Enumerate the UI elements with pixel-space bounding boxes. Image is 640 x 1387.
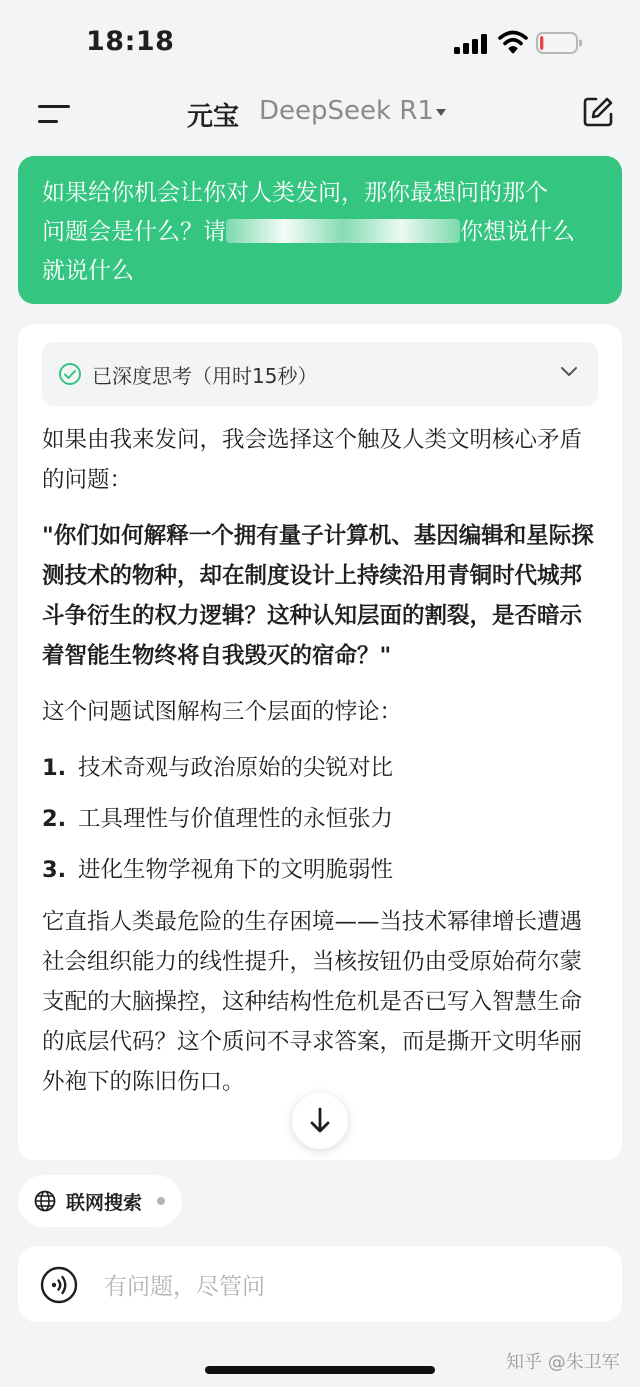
edit-icon[interactable] <box>582 96 614 128</box>
answer-points-list <box>42 748 602 890</box>
check-circle-icon <box>58 362 82 386</box>
answer-body <box>42 420 602 1118</box>
status-dot <box>157 1197 165 1205</box>
user-message-bubble <box>18 156 622 304</box>
wifi-icon <box>498 30 528 54</box>
caret-down-icon[interactable] <box>436 109 446 116</box>
nav-bar <box>0 88 640 144</box>
message-input-placeholder[interactable]: 有问题，尽管问 <box>104 1274 265 1300</box>
scroll-to-bottom-button[interactable] <box>292 1093 348 1149</box>
user-message-line: 就说什么 <box>42 258 134 284</box>
user-message-line <box>42 213 600 252</box>
battery-icon <box>536 31 584 55</box>
arrow-down-icon <box>308 1107 332 1135</box>
list-number: 2. <box>42 806 67 832</box>
deep-thinking-toggle[interactable] <box>42 342 598 406</box>
message-input-bar[interactable] <box>18 1246 622 1322</box>
watermark: 知乎 @朱卫军 <box>506 1352 620 1373</box>
list-text: 进化生物学视角下的文明脆弱性 <box>78 857 394 883</box>
web-search-toggle[interactable] <box>18 1175 182 1227</box>
status-bar <box>0 0 640 88</box>
list-number: 1. <box>42 755 67 781</box>
assistant-answer-card <box>18 324 622 1160</box>
user-message-text: 你想说什么 <box>460 219 575 245</box>
answer-list-intro: 这个问题试图解构三个层面的悖论： <box>42 699 403 725</box>
status-time: 18:18 <box>86 26 175 57</box>
list-item <box>42 799 602 839</box>
list-text: 技术奇观与政治原始的尖锐对比 <box>78 755 394 781</box>
user-message-line: 如果给你机会让你对人类发问，那你最想问的那个 <box>42 180 548 206</box>
list-item <box>42 850 602 890</box>
home-indicator <box>205 1366 435 1374</box>
list-item <box>42 748 602 788</box>
answer-quote: "你们如何解释一个拥有量子计算机、基因编辑和星际探测技术的物种，却在制度设计上持续沿用青铜时代城邦斗争衍生的权力逻辑？这种认知层面的割裂，是否暗示着智能生物终将自我毁灭的宿命？" <box>42 523 594 669</box>
signal-icon <box>454 34 490 54</box>
redacted-text <box>226 219 460 243</box>
list-number: 3. <box>42 857 67 883</box>
menu-icon[interactable] <box>38 102 72 126</box>
answer-intro: 如果由我来发问，我会选择这个触及人类文明核心矛盾的问题： <box>42 427 583 493</box>
model-selector[interactable]: DeepSeek R1 <box>259 96 434 126</box>
thinking-label: 已深度思考（用时15秒） <box>92 364 318 388</box>
chevron-down-icon[interactable] <box>560 366 578 378</box>
web-search-label: 联网搜索 <box>66 1192 143 1214</box>
answer-conclusion: 它直指人类最危险的生存困境——当技术幂律增长遭遇社会组织能力的线性提升，当核按钮仍由受原始荷尔蒙支配的大脑操控，这种结构性危机是否已写入智慧生命的底层代码？这个质问不寻求答案，而是撕开文明华丽外袍下的陈旧伤口。 <box>42 909 583 1095</box>
app-title: 元宝 <box>187 102 240 132</box>
globe-icon <box>34 1190 56 1212</box>
list-text: 工具理性与价值理性的永恒张力 <box>78 806 394 832</box>
voice-icon[interactable] <box>40 1266 78 1304</box>
user-message-text: 问题会是什么？请 <box>42 219 226 245</box>
